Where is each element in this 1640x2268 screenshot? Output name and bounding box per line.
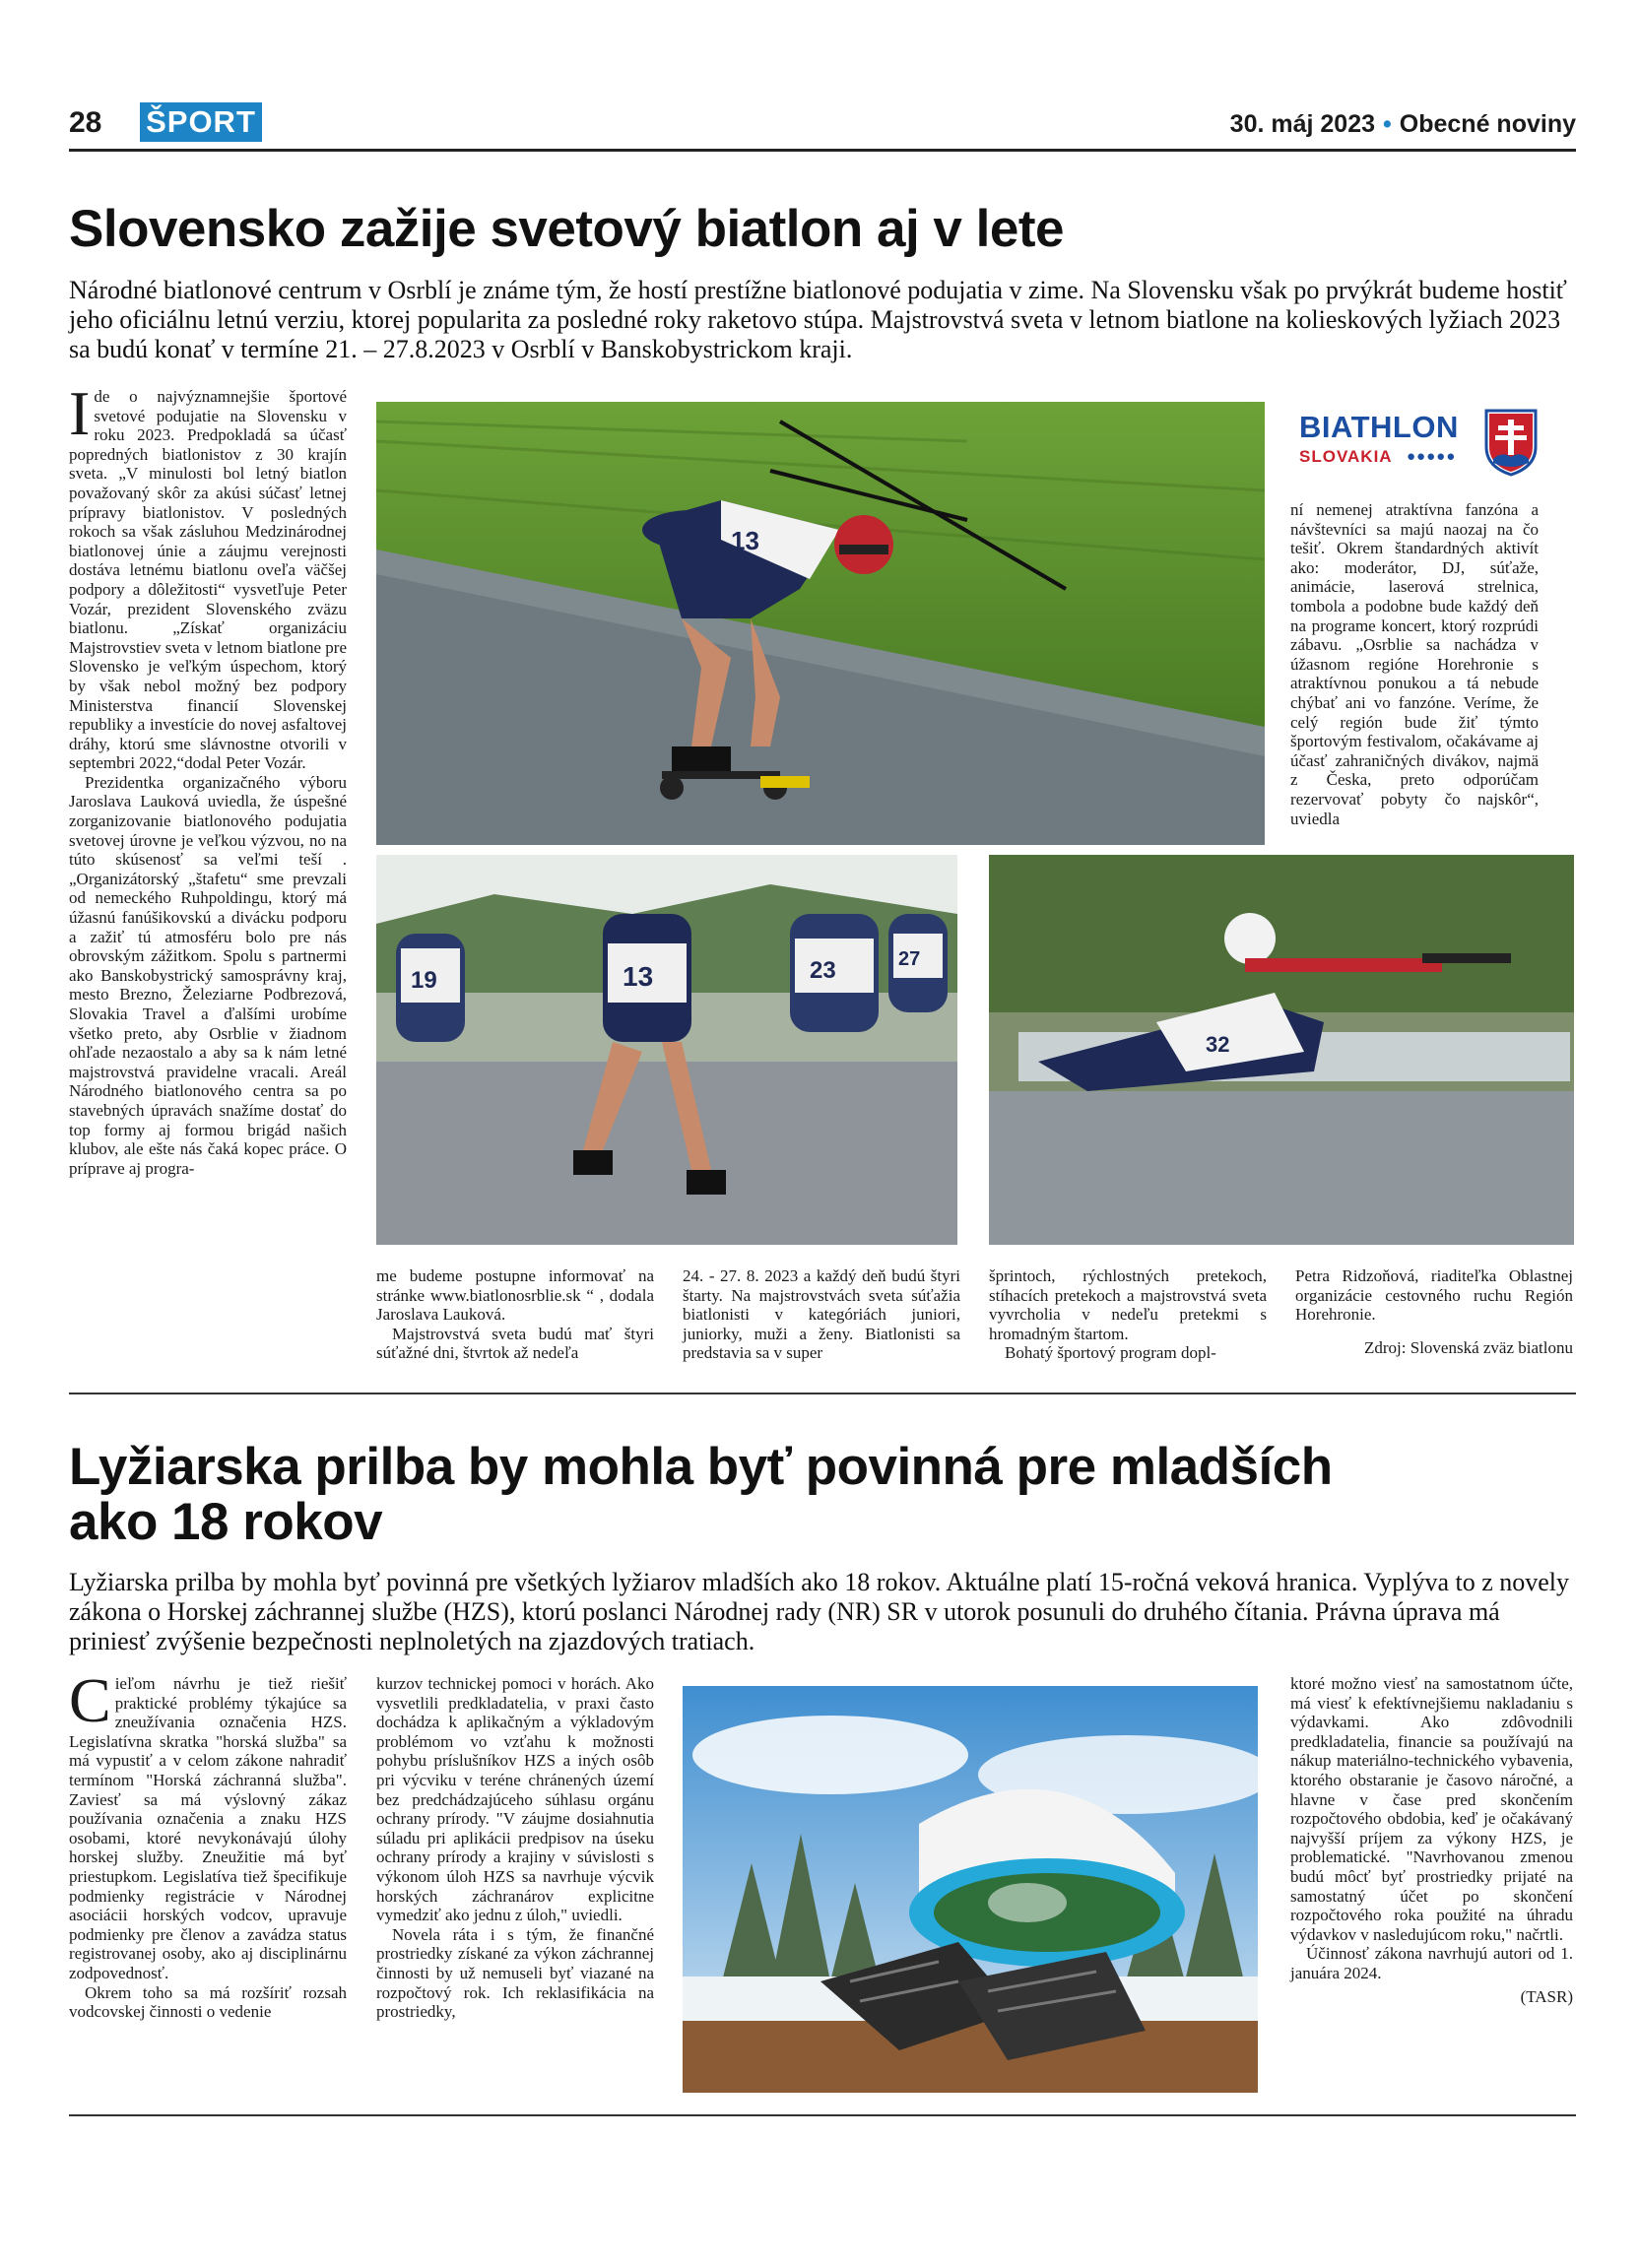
article1-col5-bottom [1295,1266,1573,1357]
bib-number: 19 [411,967,437,994]
article2-lead: Lyžiarska prilba by mohla byť povinná pre všetkých lyžiarov mladších ako 18 rokov. Aktuálne platí 15-ročná veková hranica. Vyplýva to z novely zákona o Horskej záchrannej službe (HZS), ktorú poslanci Národnej rady (NR) SR v utorok posunuli do druhého čítania. Právna úprava má priniesť zvýšenie bezpečnosti neplnoletých na zjazdových tratiach. [69,1568,1570,1655]
article1-col1-p1-text: de o najvýznamnejšie športové svetové podujatie na Slovensku v roku 2023. Predpokladá sa účasť popredných biatlonistov z 30 krajín sveta. „V minulosti bol letný biatlon považovaný skôr za akúsi súčasť letnej prípravy biatlonistov. V posledných rokoch sa však zásluhou Medzinárodnej biatlonovej únie a záujmu verejnosti dostáva letnému biatlonu oveľa väčšej podpory a dôležitosti“ vysvetľuje Peter Vozár, prezident Slovenského zväzu biatlonu. „Získať organizáciu Majstrovstiev sveta v letnom biatlone pre Slovensko je veľkým úspechom, ktorý by však nebol možný bez podpory Ministerstva financií Slovenskej republiky a investície do novej asfaltovej dráhy, ktorú sme slávnostne otvorili v septembri 2022,“dodal Peter Vozár. [69,387,347,773]
article1-col4 [989,1266,1267,1363]
roller-skier-image [376,402,1265,845]
article2-col3-p1: ktoré možno viesť na samostatnom účte, má viesť k efektívnejšiemu nakladaniu s výdavkami. Ako zdôvodnili predkladatelia, financie sa používajú na nákup materiálno-technického vybavenia, ktorého obstaranie je časovo náročné, a hlavne v čase pred skončením rozpočtového obdobia, keď je očakávaný najvyšší príjem za výkony HZS, je problematické. "Navrhovanou zmenou budú môcť byť prostriedky prijaté na samostatný účet po skončení rozpočtového roka použité na úhradu výdavkov v nasledujúcom roku," načrtli. [1290,1674,1573,1944]
page-header [69,102,1576,144]
header-rule [69,149,1576,152]
bottom-rule [69,2114,1576,2116]
bib-number: 32 [1206,1032,1230,1057]
article2-col3 [1290,1674,1573,2006]
article1-col1 [69,378,347,1178]
article1-col5-top [1290,500,1539,828]
article1-title: Slovensko zažije svetový biatlon aj v lete [69,200,1064,258]
skier-group-image [376,855,957,1245]
logo-dots: ●●●●● [1407,448,1457,465]
photo-ski-helmet [683,1686,1258,2093]
article1-lead: Národné biatlonové centrum v Osrblí je známe tým, že hostí prestížne biatlonové podujatia v zime. Na Slovensku však po prvýkrát budeme hostiť jeho oficiálnu letnú verziu, ktorej popularita za posledné roky raketovo stúpa. Majstrovstvá sveta v letnom biatlone na kolieskových lyžiach 2023 sa budú konať v termíne 21. – 27.8.2023 v Osrblí v Banskobystrickom kraji. [69,276,1567,363]
photo-roller-skier [376,402,1265,845]
article2-title [69,1440,1333,1550]
article1-dropcap: I [69,378,91,448]
prone-shooter-image [989,855,1574,1245]
article2-dropcap: C [69,1665,111,1735]
article2-source: (TASR) [1520,1986,1573,2006]
article-divider [69,1393,1576,1394]
ski-helmet-image [683,1686,1258,2093]
logo-sub: SLOVAKIA [1299,447,1393,466]
photo-skier-group [376,855,957,1245]
bib-number: 23 [810,957,836,984]
article1-col4-p1: šprintoch, rýchlostných pretekoch, stíhacích pretekoch a majstrovstvá sveta vyvrcholia v nedeľu pretekmi s hromadným štartom. [989,1266,1267,1343]
article1-col3 [683,1266,960,1363]
issue-date [1230,110,1576,139]
date-text: 30. máj 2023 [1229,110,1376,138]
bib-number: 13 [731,526,759,555]
article2-col1-p2: Okrem toho sa má rozšíriť rozsah vodcovskej činnosti o vedenie [69,1982,347,2022]
bib-number: 27 [898,948,921,970]
article1-col2-p1: me budeme postupne informovať na stránke www.biatlonosrblie.sk “ , dodala Jaroslava Lauková. [376,1266,654,1325]
article2-title-line1: Lyžiarska prilba by mohla byť povinná pre mladších [69,1438,1333,1496]
bullet-icon: • [1383,110,1392,138]
article1-col2-p2: Majstrovstvá sveta budú mať štyri súťažné dni, štvrtok až nedeľa [376,1324,654,1363]
photo-prone-shooter [989,855,1574,1245]
article1-col5-top-p: ní nemenej atraktívna fanzóna a návštevníci sa majú naozaj na čo tešiť. Okrem štandardných aktivít ako: moderátor, DJ, súťaže, animácie, laserová strelnica, tombola a podobne bude každý deň na programe koncert, ktorý rozprúdi zábavu. „Osrblie sa nachádza v úžasnom regióne Horehronie s atraktívnou ponukou a tá nebude chýbať ani vo fanzóne. Veríme, že celý región bude žiť týmto športovým festivalom, očakávame aj účasť zahraničných divákov, najmä z Česka, preto odporúčam rezervovať pobyty čo najskôr“, uviedla [1290,500,1539,828]
article2-col2-p2: Novela ráta i s tým, že finančné prostriedky získané za výkon záchrannej činnosti by už nemuseli byť viazané na rozpočtový rok. Ich reklasifikácia na prostriedky, [376,1924,654,2022]
article2-col2-p1: kurzov technickej pomoci v horách. Ako vysvetlili predkladatelia, v praxi často dochádza k aplikačným a výkladovým problémom vo vzťahu k možnosti pohybu príslušníkov HZS a iných osôb pri výcviku v teréne chránených území bez predchádzajúceho súhlasu orgánu ochrany prírody. "V záujme dosiahnutia súladu pri aplikácii predpisov na úseku ochrany prírody a krajiny v súvislosti s výkonom úloh HZS sa navrhuje výcvik horských záchranárov explicitne vymedziť ako jednu z úloh," uviedli. [376,1674,654,1925]
article1-col3-p1: 24. - 27. 8. 2023 a každý deň budú štyri štarty. Na majstrovstvách sveta súťažia biatlonisti v kategóriách juniori, juniorky, muži a ženy. Biatlonisti sa predstavia sa v super [683,1266,960,1363]
article1-col2 [376,1266,654,1363]
article1-col1-p2: Prezidentka organizačného výboru Jaroslava Lauková uviedla, že úspešné zorganizovanie biatlonového podujatia svetovej úrovne je veľkou výzvou, no na túto skúsenosť sa veľmi teší . „Organizátorský „štafetu“ sme prevzali od nemeckého Ruhpoldingu, ktorý má úžasnú fanúšikovskú a divácku podporu a zažiť tú atmosféru bolo pre nás obrovským zážitkom. Spolu s partnermi ako Banskobystrický samosprávny kraj, mesto Brezno, Železiarne Podbrezová, Slovakia Travel a ďalšími urobíme všetko preto, aby Osrblie v žiadnom ohľade nezaostalo a aby sa k nám letné majstrovstvá pravidelne vracali. Areál Národného biatlonového centra sa po stavebných úpravách snažíme dostať do top formy aj formou brigád našich klubov, ale ešte nás čaká kopec práce. O príprave aj progra- [69,772,347,1178]
article2-col1-p1-text: ieľom návrhu je tiež riešiť praktické problémy týkajúce sa zneužívania označenia HZS. Legislatívna skratka "horská služba" sa má vypustiť a v celom zákone nahradiť termínom "Horská záchranná služba". Zaviesť sa má výslovný zákaz používania označenia a znaku HZS osobami, ktoré nevykonávajú úlohy horskej služby. Zneužitie má byť priestupkom. Legislatíva tiež špecifikuje podmienky registrácie v Národnej asociácii horských vodcov, upravuje podmienky pre členov a zavádza status registrovanej osoby, ako aj disciplinárnu zodpovednosť. [69,1674,347,1982]
article1-col5-bottom-p: Petra Ridzoňová, riaditeľka Oblastnej organizácie cestovného ruchu Región Horehronie. [1295,1266,1573,1325]
shield-icon [1483,408,1539,477]
article1-source: Zdroj: Slovenská zväz biatlonu [1364,1337,1573,1357]
article1-col4-p2: Bohatý športový program dopl- [1005,1343,1216,1363]
article2-col1 [69,1665,347,2022]
bib-number: 13 [623,961,654,992]
article2-col2 [376,1674,654,2022]
article2-title-line2: ako 18 rokov [69,1493,383,1551]
section-label: ŠPORT [140,102,262,142]
article2-col3-p2: Účinnosť zákona navrhujú autori od 1. januára 2024. [1290,1944,1573,1982]
article2-col1-p1 [69,1665,347,1983]
logo-word: BIATHLON [1299,410,1459,444]
publication-name: Obecné noviny [1399,110,1576,138]
page-number: 28 [69,106,102,139]
biathlon-slovakia-logo [1290,402,1539,483]
article1-col1-p1 [69,378,347,773]
